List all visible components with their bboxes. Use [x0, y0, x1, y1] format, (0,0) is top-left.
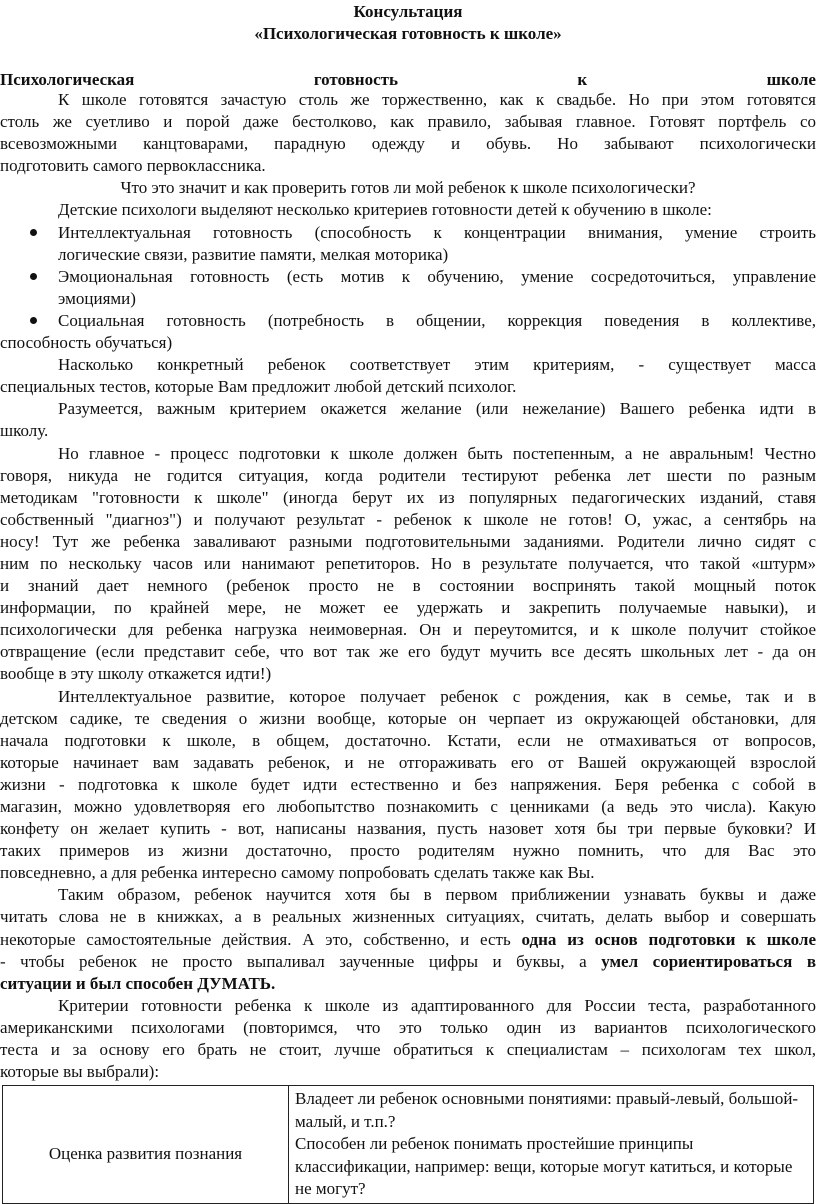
paragraph-line: Критерии готовности ребенка к школе из адаптированного для России теста, разработанного: [58, 995, 816, 1015]
heading-word: готовность: [313, 70, 398, 89]
bold-text-run: умел сориентироваться в: [601, 951, 816, 971]
bullet-line: Интеллектуальная готовность (способность к концентрации внимания, умение строить: [58, 222, 816, 242]
paragraph-line: информации, по крайней мере, не может ее удержать и закрепить получаемые навыки), и: [0, 598, 816, 618]
document-title-line-1: Консультация: [353, 2, 463, 21]
paragraph-line: Но главное - процесс подготовки к школе должен быть постепенным, а не авральным! Честно: [58, 443, 816, 463]
bold-text-run: ситуации и был способен ДУМАТЬ.: [0, 973, 276, 993]
criteria-table: [2, 1085, 814, 1204]
bullet-line: логические связи, развитие памяти, мелкая моторика): [58, 244, 449, 264]
heading-word: школе: [766, 70, 816, 89]
bold-text-run: одна из основ подготовки к школе: [521, 929, 816, 949]
paragraph-line: носу! Тут же ребенка заваливают разными подготовительными заданиями. Родители лично сидят с: [0, 531, 816, 551]
paragraph-line: которые вы выбрали):: [0, 1062, 160, 1082]
paragraph-line: жизни - подготовка к школе будет идти естественно и без напряжения. Беря ребенка с собой в: [0, 774, 816, 794]
paragraph-line: [0, 929, 816, 951]
paragraph-line: методикам "готовности к школе" (иногда берут их из популярных педагогических изданий, ставя: [0, 487, 816, 507]
paragraph-line: читать слова не в книжках, а в реальных жизненных ситуациях, считать, делать выбор и совершать: [0, 907, 816, 927]
bullet-item: [0, 310, 816, 354]
table-row: [3, 1086, 814, 1204]
paragraph-line: магазин, можно удовлетворяя его любопытство познакомить с ценниками (а ведь это числа). Какую: [0, 797, 816, 816]
heading-word: Психологическая: [0, 70, 135, 89]
bullet-item: [0, 266, 816, 310]
paragraph-line: детском садике, те сведения о жизни вообще, которые он черпает из окружающей обстановки, для: [0, 708, 816, 728]
paragraph-line: Насколько конкретный ребенок соответствует этим критериям, - существует масса: [58, 355, 816, 375]
text-run: некоторые самостоятельные действия. А это, собственно, и есть: [0, 929, 522, 949]
paragraph-line: К школе готовятся зачастую столь же торжественно, как к свадьбе. Но при этом готовятся: [58, 90, 816, 109]
bullet-icon: [30, 273, 37, 280]
bullet-icon: [30, 229, 37, 236]
paragraph-line: конфету он желает купить - вот, написаны названия, пусть назовет хотя бы три первые буковки? И: [0, 819, 816, 839]
paragraph-line: таких примеров из жизни достаточно, просто родителям нужно помнить, что для Вас это: [0, 841, 816, 861]
table-cell-items: [289, 1086, 814, 1204]
document-title-line-2: «Психологическая готовность к школе»: [254, 24, 562, 43]
bullet-line: Социальная готовность (потребность в общении, коррекция поведения в коллективе,: [58, 310, 816, 330]
table-row-label: Оценка развития познания: [3, 1086, 289, 1204]
bullet-line: эмоциями): [58, 288, 136, 308]
body-text: [0, 89, 816, 1083]
bullet-icon: [30, 317, 37, 324]
paragraph-line: теста и за основу его брать не стоит, лучше обратиться к специалистам – психологам тех школ,: [0, 1040, 816, 1060]
paragraph-line: Таким образом, ребенок научится хотя бы в первом приближении узнавать буквы и даже: [58, 885, 816, 905]
paragraph-line: школу.: [0, 421, 49, 441]
paragraph-line: отвращение (если представит себе, что вот так же его будут мучить все десять школьных лет - да он: [0, 642, 816, 662]
paragraph-line: всевозможными канцтоварами, парадную одежду и обувь. Но забывают психологически: [0, 134, 816, 154]
table-item: Владеет ли ребенок основными понятиями: правый-левый, большой-малый, и т.п.?: [295, 1089, 799, 1131]
paragraph-line: повседневно, а для ребенка интересно самому попробовать сделать также как Вы.: [0, 863, 595, 883]
paragraph-line: Детские психологи выделяют несколько критериев готовности детей к обучению в школе:: [58, 200, 712, 220]
heading-word: к: [577, 70, 588, 89]
paragraph-line: столь же суетливо и порой даже бестолково, как правило, забывая главное. Готовят портфель со: [0, 112, 816, 132]
paragraph-line: [0, 951, 816, 973]
paragraph-line: [0, 973, 816, 995]
section-heading: [0, 70, 816, 90]
question-line: Что это значит и как проверить готов ли мой ребенок к школе психологически?: [120, 178, 696, 198]
paragraph-line: Интеллектуальное развитие, которое получает ребенок с рождения, как в семье, так и в: [58, 686, 816, 706]
bullet-line: Эмоциональная готовность (есть мотив к обучению, умение сосредоточиться, управление: [58, 266, 816, 286]
paragraph-line: ним по нескольку часов или нанимают репетиторов. Но в результате получается, что такой «штурм»: [0, 553, 816, 573]
paragraph-line: которые начинает вам задавать ребенок, и не отгораживать его от Вашей окружающей взрослой: [0, 752, 816, 772]
table-item: Способен ли ребенок понимать простейшие принципы классификации, например: вещи, которые могут катиться, и которые не могут?: [295, 1134, 793, 1198]
paragraph-line: американскими психологами (повторимся, что это только один из вариантов психологического: [0, 1017, 816, 1037]
paragraph-line: вообще в эту школу откажется идти!): [0, 664, 272, 684]
text-run: - чтобы ребенок не просто выпаливал заученные цифры и буквы, а: [0, 951, 602, 971]
bullet-line: способность обучаться): [0, 333, 173, 353]
paragraph-line: Разумеется, важным критерием окажется желание (или нежелание) Вашего ребенка идти в: [58, 399, 816, 419]
paragraph-line: подготовить самого первоклассника.: [0, 156, 266, 176]
paragraph-line: говоря, никуда не годится ситуация, когда родители тестируют ребенка лет шести по разным: [0, 465, 816, 485]
paragraph-line: специальных тестов, которые Вам предложит любой детский психолог.: [0, 377, 517, 397]
bullet-item: [0, 222, 816, 266]
paragraph-line: психологически для ребенка нагрузка неимоверная. Он и переутомится, и к школе получит стойкое: [0, 620, 816, 640]
paragraph-line: собственный "диагноз") и получают результат - ребенок к школе не готов! О, ужас, а сентябрь на: [0, 509, 816, 529]
paragraph-line: и знаний дает немного (ребенок просто не в состоянии воспринять такой мощный поток: [0, 576, 816, 596]
paragraph-line: начала подготовки к школе, в общем, достаточно. Кстати, если не отмахиваться от вопросов,: [0, 730, 816, 750]
